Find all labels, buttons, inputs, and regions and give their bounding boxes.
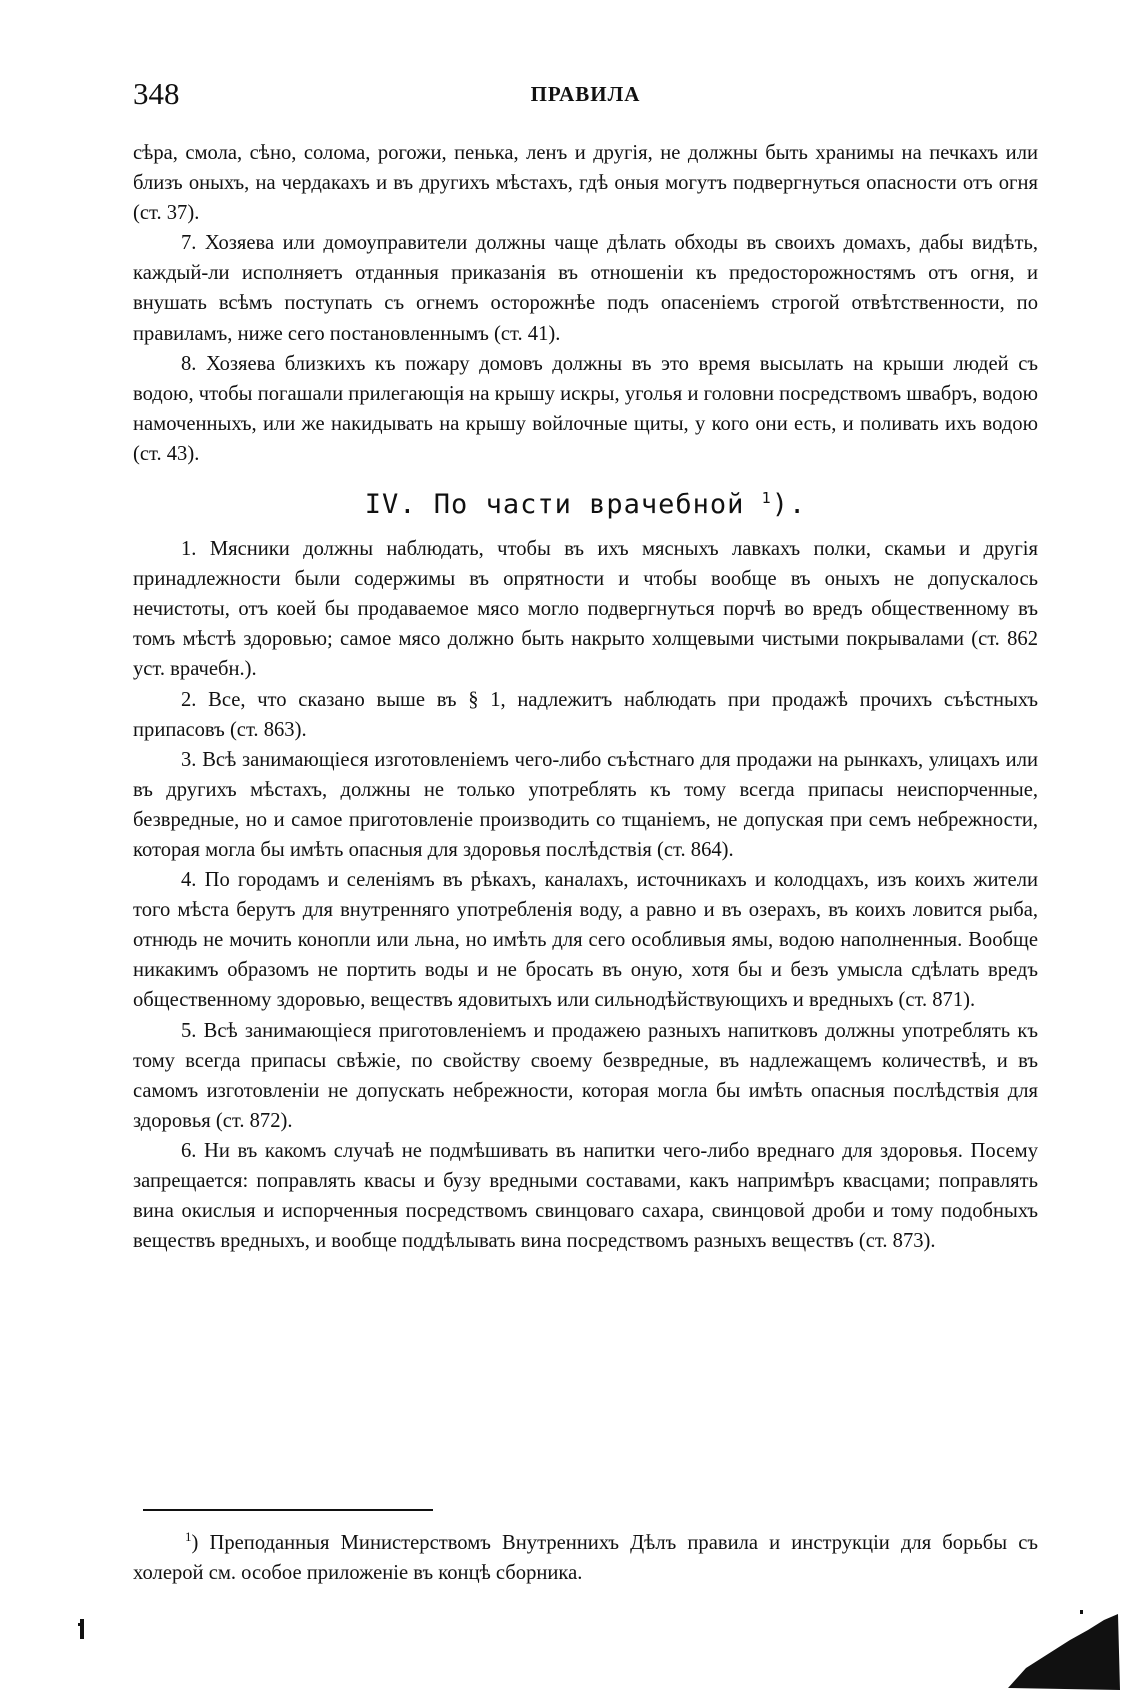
footnote-mark: 1 xyxy=(185,1529,192,1544)
scan-speck-icon xyxy=(78,1617,88,1641)
paragraph-item-4: 4. По городамъ и селеніямъ въ рѣкахъ, каналахъ, источникахъ и колодцахъ, изъ коихъ жители того мѣста берутъ для внутренняго употребленія воду, а равно и въ озерахъ, въ коихъ ловится рыба, отнюдь не мочить конопли или льна, но имѣть для сего особливыя ямы, водою наполненныя. Вообще никакимъ образомъ не портить воды и не бросать въ оную, хотя бы и безъ умысла сдѣлать вредъ общественному здоровью, веществъ ядовитыхъ или сильнодѣйствующихъ и вредныхъ (ст. 871). xyxy=(133,869,1038,1012)
paragraph-item-7: 7. Хозяева или домоуправители должны чаще дѣлать обходы въ своихъ домахъ, дабы видѣть, каждый-ли исполняетъ отданныя приказанія въ отношеніи къ предосторожностямъ отъ огня, и внушать всѣмъ поступать съ огнемъ осторожнѣе подъ опасеніемъ строгой отвѣтственности, по правиламъ, ниже сего постановленнымъ (ст. 41). xyxy=(133,232,1038,345)
page-number: 348 xyxy=(133,76,180,111)
footnote-reference: 1 xyxy=(761,489,772,508)
running-title: ПРАВИЛА xyxy=(530,82,641,106)
paragraph-item-8: 8. Хозяева близкихъ къ пожару домовъ должны въ это время высылать на крыши людей съ водою, чтобы погашали прилегающія на крышу искры, уголья и головни посредствомъ швабръ, водою намоченныхъ, или же накидывать на крышу войлочные щиты, у кого они есть, и поливать ихъ водою (ст. 43). xyxy=(133,352,1038,465)
section-heading-text: IV. По части врачебной xyxy=(364,489,745,521)
paragraph-item-5: 5. Всѣ занимающіеся приготовленіемъ и продажею разныхъ напитковъ должны употреблять къ тому всегда припасы свѣжіе, по свойству своему безвредные, въ надлежащемъ количествѣ, и въ самомъ изготовленіи не допускать небрежности, которая могла бы имѣть опасныя послѣдствія для здоровья (ст. 872). xyxy=(133,1019,1038,1132)
scan-smudge-icon xyxy=(1008,1610,1120,1690)
paragraph-item-3: 3. Всѣ занимающіеся изготовленіемъ чего-либо съѣстнаго для продажи на рынкахъ, улицахъ или въ другихъ мѣстахъ, должны не только употреблять къ тому всегда припасы неиспорченные, безвредные, но и самое приготовленіе производить со тщаніемъ, не допуская при семъ небрежности, которая могла бы имѣть опасныя для здоровья послѣдствія (ст. 864). xyxy=(133,748,1038,861)
footnote-divider xyxy=(143,1509,433,1511)
paragraph-item-1: 1. Мясники должны наблюдать, чтобы въ ихъ мясныхъ лавкахъ полки, скамьи и другія принадлежности были содержимы въ опрятности и чтобы вообще въ оныхъ не допускалось нечистоты, отъ коей бы продаваемое мясо могло подвергнуться порчѣ во вредъ общественному въ томъ мѣстѣ здоровью; самое мясо должно быть накрыто холщевыми чистыми покрывалами (ст. 862 уст. врачебн.). xyxy=(133,538,1038,681)
footnote xyxy=(133,1522,1038,1588)
footnote-text: ) Преподанныя Министерствомъ Внутреннихъ Дѣлъ правила и инструкціи для борьбы съ холерой см. особое приложеніе въ концѣ сборника. xyxy=(133,1531,1038,1584)
paragraph-item-6: 6. Ни въ какомъ случаѣ не подмѣшивать въ напитки чего-либо вреднаго для здоровья. Посему запрещается: поправлять квасы и бузу вредными составами, какъ напримѣръ квасцами; поправлять вина окислыя и испорченныя посредствомъ свинцоваго сахара, свинцовой дроби и тому подобныхъ веществъ вредныхъ, и вообще поддѣлывать вина посредствомъ разныхъ веществъ (ст. 873). xyxy=(133,1139,1038,1253)
paragraph-item-2: 2. Все, что сказано выше въ § 1, надлежитъ наблюдать при продажѣ прочихъ съѣстныхъ припасовъ (ст. 863). xyxy=(133,688,1038,741)
section-heading xyxy=(133,483,1038,520)
body-text xyxy=(133,138,1038,1256)
section-heading-closing: ). xyxy=(771,489,807,521)
paragraph-continued: сѣра, смола, сѣно, солома, рогожи, пенька, ленъ и другія, не должны быть хранимы на печкахъ или близъ оныхъ, на чердакахъ и въ другихъ мѣстахъ, гдѣ оныя могутъ подвергнуться опасности отъ огня (ст. 37). xyxy=(133,142,1038,225)
page-header xyxy=(133,76,1038,116)
